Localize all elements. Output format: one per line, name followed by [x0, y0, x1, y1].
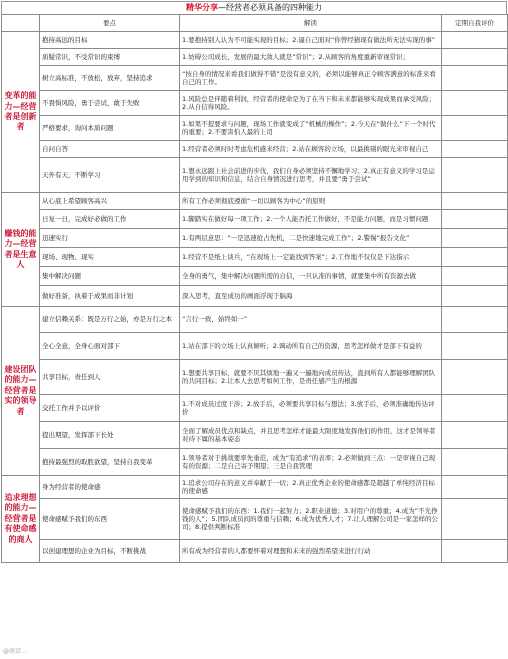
- row-self-evaluation-cell[interactable]: [442, 229, 508, 248]
- row-self-evaluation-cell[interactable]: [442, 395, 508, 422]
- row-self-evaluation-cell[interactable]: [442, 449, 508, 476]
- section-category: 追求理想的能力—经营者是有使命感的商人: [2, 476, 40, 563]
- row-explanation: 所有工作必须彻底遵循“一切以顾客为中心”的原则: [180, 193, 442, 210]
- row-explanation: 全面了解成员优点和缺点，并且思考怎样才能最大限度地发挥他们的作用，这才是领导者对待下属的基本姿态: [180, 422, 442, 449]
- row-explanation: 1.有两层意思：“一是迅速抢占先机，二是快速地完成工作”；2.警惕“报告文化”: [180, 229, 442, 248]
- table-row: [2, 540, 508, 563]
- row-self-evaluation-cell[interactable]: [442, 193, 508, 210]
- title-main: —经营者必须具备的四种能力: [218, 3, 322, 12]
- row-self-evaluation-cell[interactable]: [442, 116, 508, 141]
- table-row: [2, 267, 508, 286]
- table-row: [2, 229, 508, 248]
- row-explanation: 1.要抱持别人认为不可能实现的目标；2.逼自己面对“你曾经猜现有做法所无法实现的事”: [180, 32, 442, 49]
- row-self-evaluation-cell[interactable]: [442, 32, 508, 49]
- row-self-evaluation-cell[interactable]: [442, 422, 508, 449]
- table-row: [2, 286, 508, 307]
- table-row: [2, 395, 508, 422]
- table-row: [2, 158, 508, 193]
- row-point: 树立高标准，不放松，放弃，坚持追求: [40, 66, 180, 91]
- row-point: 身为经营者的使命感: [40, 476, 180, 499]
- row-explanation: 1.追求公司存在的意义并奉献于一切；2.真正优秀企业的使命感都是超越了单纯经济目标的使命感: [180, 476, 442, 499]
- row-explanation: 1.如果不提要求与问题，现场工作就变成了“机械的操作”；2.今天在“做什么”下一个时代的重要；2.不要害怕人最的上司: [180, 116, 442, 141]
- row-self-evaluation-cell[interactable]: [442, 476, 508, 499]
- row-point: 共享目标，责任到人: [40, 360, 180, 395]
- row-point: 现场、现物、现实: [40, 248, 180, 267]
- document-title: [1, 1, 507, 14]
- table-row: [2, 32, 508, 49]
- row-point: 抱持高远的目标: [40, 32, 180, 49]
- row-point: 从心底上希望顾客高兴: [40, 193, 180, 210]
- header-category: [2, 15, 40, 32]
- header-point: 要点: [40, 15, 180, 32]
- row-self-evaluation-cell[interactable]: [442, 286, 508, 307]
- table-row: [2, 91, 508, 116]
- row-self-evaluation-cell[interactable]: [442, 307, 508, 333]
- row-self-evaluation-cell[interactable]: [442, 91, 508, 116]
- row-self-evaluation-cell[interactable]: [442, 49, 508, 66]
- table-row: [2, 333, 508, 360]
- row-point: 全心全意，全身心面对部下: [40, 333, 180, 360]
- document-page: [1, 1, 507, 657]
- row-explanation: 1.想永远跟上社会前进的步伐，我们自身必须坚持不懈地学习；2.真正有意义的学习是运用学到的知识和信息，结合自身情况进行思考，并且要“勇于尝试”: [180, 158, 442, 193]
- row-point: 不畏惧风险，勇于尝试，敢于失败: [40, 91, 180, 116]
- table-row: [2, 449, 508, 476]
- row-self-evaluation-cell[interactable]: [442, 360, 508, 395]
- row-point: 使命感赋予我们的东西: [40, 499, 180, 540]
- row-explanation: 1.站在部下的立场上认真倾听；2.调动所有自己的资源，思考怎样做才是部下有益的: [180, 333, 442, 360]
- row-point: 迅速实行: [40, 229, 180, 248]
- watermark: @南京…: [3, 648, 28, 655]
- row-self-evaluation-cell[interactable]: [442, 158, 508, 193]
- row-self-evaluation-cell[interactable]: [442, 248, 508, 267]
- row-self-evaluation-cell[interactable]: [442, 540, 508, 563]
- table-row: [2, 476, 508, 499]
- row-point: 交托工作并予以评价: [40, 395, 180, 422]
- table-row: [2, 499, 508, 540]
- row-point: 自问自答: [40, 141, 180, 158]
- row-explanation: 1.妨碍公司成长、发展的最大敌人就是”常识”；2.从顾客的角度重新审视常识；: [180, 49, 442, 66]
- row-point: 集中解决问题: [40, 267, 180, 286]
- table-row: [2, 141, 508, 158]
- row-self-evaluation-cell[interactable]: [442, 210, 508, 229]
- row-explanation: 1.经营不是纸上谈兵，“在现场上一定能找到答案”；2.工作地不仅仅是下达指示: [180, 248, 442, 267]
- row-explanation: “按自身的情况来看我们做得不错”是没有意义的，必须以能够真正令顾客满意的标准来看自己的工作。: [180, 66, 442, 91]
- row-point: 建立信赖关系：既是万行之始，亦是万行之本: [40, 307, 180, 333]
- title-prefix: 精华分享: [186, 3, 218, 12]
- table-row: [2, 193, 508, 210]
- row-explanation: 1.领导者对于挑战要率先垂范，成为“有追求”的表率；2.必须做到三点：一是审视自己现有的资源；二是自己寄予期望；三是自我管理: [180, 449, 442, 476]
- row-point: 抱持最强烈的取胜欲望，坚持自我变革: [40, 449, 180, 476]
- row-explanation: 1.经营者必须时时考虑危机感来经营；2.站在顾客的立场，以最挑剔的眼光来审视自己: [180, 141, 442, 158]
- row-explanation: 全身的勇气，集中解决问题所需的自信，一旦认准的事情，就要集中所有资源去做: [180, 267, 442, 286]
- section-category: 赚钱的能力—经营者是生意人: [2, 193, 40, 307]
- row-point: 严格要求，询问本质问题: [40, 116, 180, 141]
- table-header-row: [2, 15, 508, 32]
- table-row: [2, 210, 508, 229]
- table-body: [2, 32, 508, 563]
- row-self-evaluation-cell[interactable]: [442, 141, 508, 158]
- row-self-evaluation-cell[interactable]: [442, 267, 508, 286]
- table-row: [2, 307, 508, 333]
- row-explanation: 使命感赋予我们的东西：1.我们一起努力；2.职业道德；3.对用户的尊重；4.成为“不光挣钱的人”；5.团队成员间的尊重与信赖；6.成为优秀人才；7.让人理解公司是一家怎样的公司；8.提供判断标准: [180, 499, 442, 540]
- row-explanation: 1.风险总是伴随着利润，经营者的使命是为了在当下和未来都能够实现成果而承受风险；2.从自信得风险。: [180, 91, 442, 116]
- capability-table: [1, 14, 508, 563]
- row-point: 天外有天，不断学习: [40, 158, 180, 193]
- row-explanation: 1.想要共享目标，就要不厌其烦地一遍又一遍地向成员传达，直到所有人都能够理解团队的共同目标；2.让本人去思考如何工作，是责任感产生的根源: [180, 360, 442, 395]
- row-point: 做好准备，执着于成果而非计划: [40, 286, 180, 307]
- row-self-evaluation-cell[interactable]: [442, 66, 508, 91]
- row-self-evaluation-cell[interactable]: [442, 499, 508, 540]
- row-explanation: 深入思考，直至成功的画面浮现于脑海: [180, 286, 442, 307]
- section-category: 建设团队的能力—经营者是实的领导者: [2, 307, 40, 476]
- header-explain: 解读: [180, 15, 442, 32]
- row-point: 质疑常识，不受常识的束缚: [40, 49, 180, 66]
- row-explanation: 1.脚踏实在做好每一项工作；2.一个人能否托工作做好，不是能力问题，而是习惯问题: [180, 210, 442, 229]
- header-self-evaluation: 定期自我评价: [442, 15, 508, 32]
- row-explanation: 所有成为经营者的人都要怀着对理想和未来的强烈希望来进行行动: [180, 540, 442, 563]
- table-row: [2, 66, 508, 91]
- row-explanation: 1.不对成员过度干涉；2.放手后，必须要共享目标与想法；3.放手后，必须准确地传达评价: [180, 395, 442, 422]
- table-row: [2, 248, 508, 267]
- table-row: [2, 422, 508, 449]
- row-self-evaluation-cell[interactable]: [442, 333, 508, 360]
- section-category: 变革的能力—经营者是创新者: [2, 32, 40, 193]
- row-point: 以创建理想的企业为目标，不断挑战: [40, 540, 180, 563]
- table-row: [2, 360, 508, 395]
- row-point: 提出期望，发挥部下长处: [40, 422, 180, 449]
- table-row: [2, 49, 508, 66]
- row-explanation: “言行一致，始终如一”: [180, 307, 442, 333]
- table-row: [2, 116, 508, 141]
- row-point: 日复一日，完成好必做的工作: [40, 210, 180, 229]
